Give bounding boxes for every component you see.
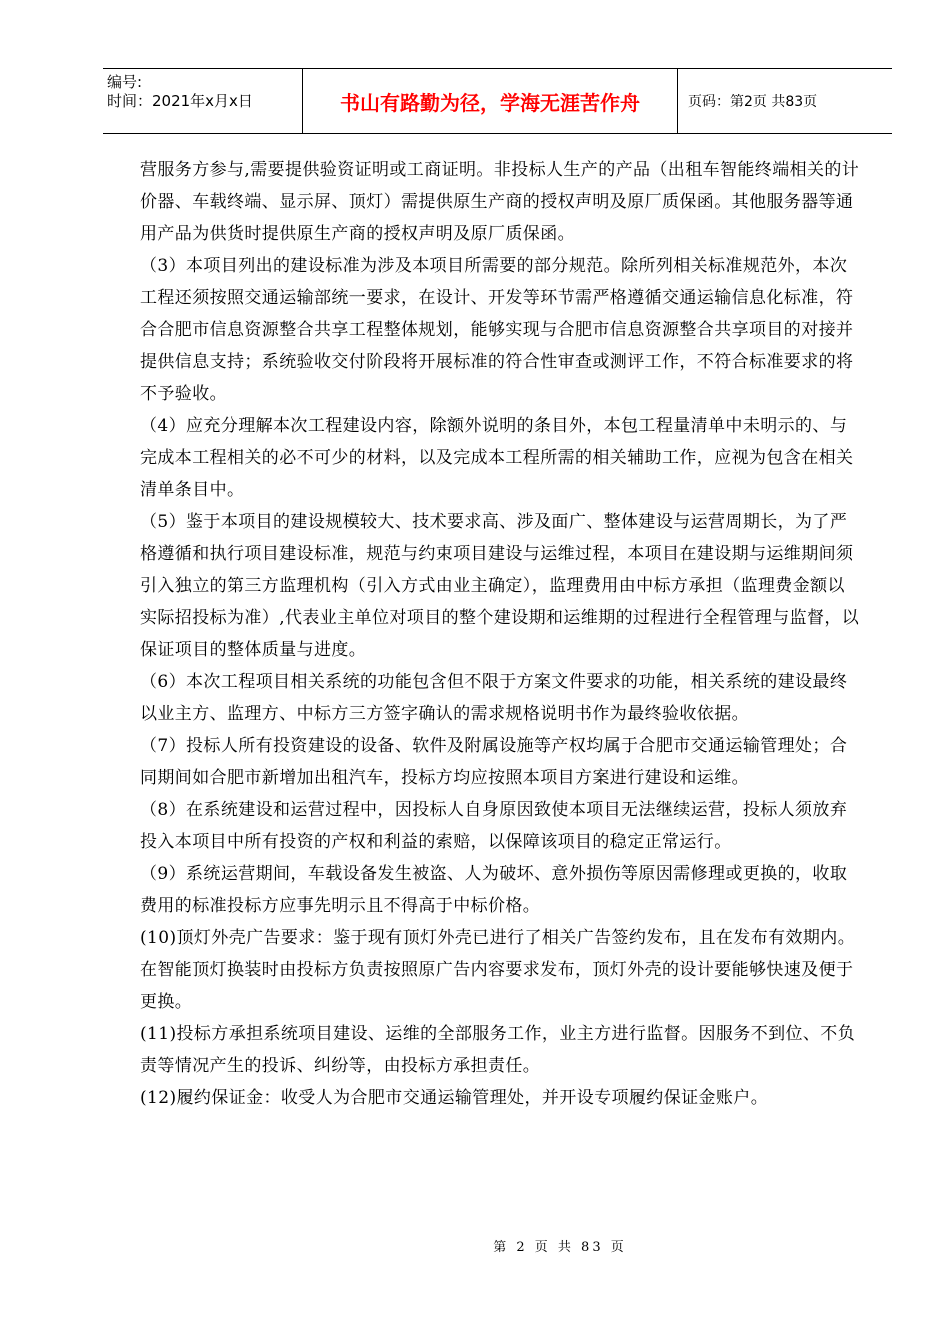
paragraph-item-10: (10)顶灯外壳广告要求：鉴于现有顶灯外壳已进行了相关广告签约发布，且在发布有效期内。在智能顶灯换装时由投标方负责按照原广告内容要求发布，顶灯外壳的设计要能够快速及便于更换。 <box>140 928 856 1012</box>
page-footer: 第 2 页 共 83 页 <box>493 1240 627 1255</box>
document-body <box>140 154 860 1114</box>
paragraph-item-8: （8）在系统建设和运营过程中，因投标人自身原因致使本项目无法继续运营，投标人须放弃投入本项目中所有投资的产权和利益的索赔，以保障该项目的稳定正常运行。 <box>140 800 848 852</box>
paragraph-item-11: (11)投标方承担系统项目建设、运维的全部服务工作，业主方进行监督。因服务不到位、不负责等情况产生的投诉、纠纷等，由投标方承担责任。 <box>140 1024 856 1076</box>
header-meta <box>103 69 303 133</box>
document-time-label: 时间：2021年x月x日 <box>107 92 253 110</box>
paragraph-continuation: 营服务方参与,需要提供验资证明或工商证明。非投标人生产的产品（出租车智能终端相关的计价器、车载终端、显示屏、顶灯）需提供原生产商的授权声明及原厂质保函。其他服务器等通用产品为供货时提供原生产商的授权声明及原厂质保函。 <box>140 160 860 244</box>
paragraph-item-3: （3）本项目列出的建设标准为涉及本项目所需要的部分规范。除所列相关标准规范外，本次工程还须按照交通运输部统一要求，在设计、开发等环节需严格遵循交通运输信息化标准，符合合肥市信息资源整合共享工程整体规划，能够实现与合肥市信息资源整合共享项目的对接并提供信息支持；系统验收交付阶段将开展标准的符合性审查或测评工作，不符合标准要求的将不予验收。 <box>140 256 854 404</box>
header-page-code: 页码：第2页 共83页 <box>688 94 818 110</box>
paragraph-item-5: （5）鉴于本项目的建设规模较大、技术要求高、涉及面广、整体建设与运营周期长，为了严格遵循和执行项目建设标准，规范与约束项目建设与运维过程，本项目在建设期与运维期间须引入独立的第三方监理机构（引入方式由业主确定），监理费用由中标方承担（监理费金额以实际招投标为准）,代表业主单位对项目的整个建设期和运维期的过程进行全程管理与监督，以保证项目的整体质量与进度。 <box>140 512 860 660</box>
paragraph-item-7: （7）投标人所有投资建设的设备、软件及附属设施等产权均属于合肥市交通运输管理处；合同期间如合肥市新增加出租汽车，投标方均应按照本项目方案进行建设和运维。 <box>140 736 848 788</box>
paragraph-item-4: （4）应充分理解本次工程建设内容，除额外说明的条目外，本包工程量清单中未明示的、与完成本工程相关的必不可少的材料，以及完成本工程所需的相关辅助工作，应视为包含在相关清单条目中。 <box>140 416 854 500</box>
paragraph-item-9: （9）系统运营期间，车载设备发生被盗、人为破坏、意外损伤等原因需修理或更换的，收取费用的标准投标方应事先明示且不得高于中标价格。 <box>140 864 848 916</box>
header-motto: 书山有路勤为径，学海无涯苦作舟 <box>303 69 678 133</box>
document-number-label: 编号: <box>107 73 143 91</box>
page-header <box>103 68 892 134</box>
paragraph-item-6: （6）本次工程项目相关系统的功能包含但不限于方案文件要求的功能，相关系统的建设最终以业主方、监理方、中标方三方签字确认的需求规格说明书作为最终验收依据。 <box>140 672 848 724</box>
paragraph-item-12: (12)履约保证金：收受人为合肥市交通运输管理处，并开设专项履约保证金账户。 <box>140 1088 769 1108</box>
